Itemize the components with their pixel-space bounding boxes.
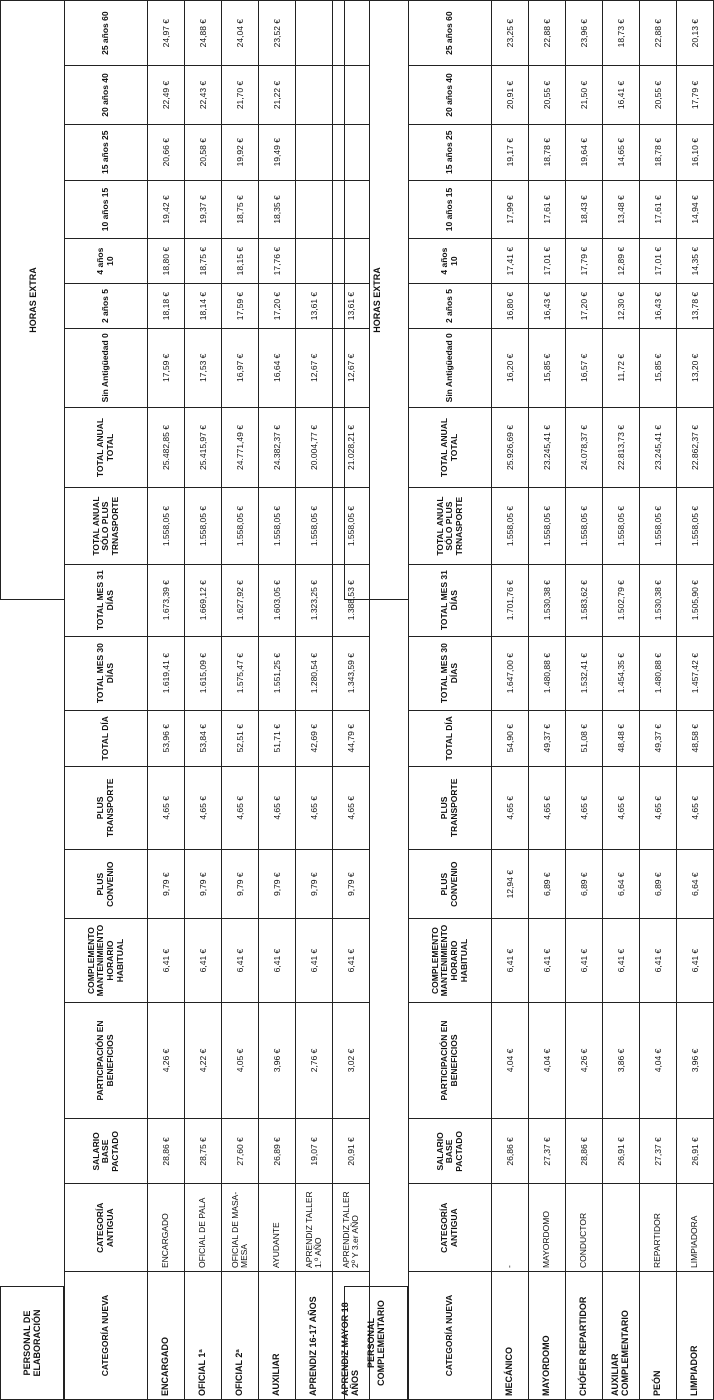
table-cell: 26,91 € <box>603 1119 640 1184</box>
table-cell: 1.551,25 € <box>259 636 296 710</box>
table-cell: 19,92 € <box>222 124 259 180</box>
column-header: COMPLEMENTO MANTENIMIENTO HORARIO HABITUAL <box>65 919 148 1002</box>
table-cell: 9,79 € <box>259 849 296 919</box>
table-cell: 48,48 € <box>603 710 640 766</box>
table-cell: 53,96 € <box>148 710 185 766</box>
column-header: Sin Antigüedad 0 <box>65 328 148 407</box>
table-cell: 25.415,97 € <box>185 407 222 488</box>
table-cell <box>296 180 333 238</box>
table-cell: APRENDIZ MAYOR 18 AÑOS <box>333 1272 370 1400</box>
table-cell: 13,78 € <box>677 284 714 329</box>
table-cell: 24.078,37 € <box>566 407 603 488</box>
table-cell: 19,64 € <box>566 124 603 180</box>
table-cell: 19,17 € <box>492 124 529 180</box>
table-row <box>677 1 714 1400</box>
column-header: PLUS CONVENIO <box>65 849 148 919</box>
column-header: TOTAL ANUAL TOTAL <box>65 407 148 488</box>
table-cell: 12,94 € <box>492 849 529 919</box>
table-cell: 20.004,77 € <box>296 407 333 488</box>
column-header: 25 años 60 <box>409 1 492 66</box>
table-cell: 4,65 € <box>296 766 333 849</box>
table-cell: 4,26 € <box>148 1002 185 1119</box>
table-cell: 13,61 € <box>333 284 370 329</box>
table-cell: 17,59 € <box>148 328 185 407</box>
table-cell: OFICIAL 2ª <box>222 1272 259 1400</box>
table-cell: OFICIAL DE MASA- MESA <box>222 1184 259 1272</box>
table-cell: 17,59 € <box>222 284 259 329</box>
table-cell: 4,65 € <box>529 766 566 849</box>
table-cell: 4,65 € <box>603 766 640 849</box>
table-cell: 17,20 € <box>259 284 296 329</box>
column-header: PLUS TRANSPORTE <box>409 766 492 849</box>
table-cell: 16,43 € <box>529 284 566 329</box>
table-cell: 1.669,12 € <box>185 564 222 636</box>
table-cell: 1.558,05 € <box>492 488 529 564</box>
table-cell: 12,89 € <box>603 239 640 284</box>
table-cell: 48,58 € <box>677 710 714 766</box>
table-cell: 44,79 € <box>333 710 370 766</box>
table-cell: 16,10 € <box>677 124 714 180</box>
table-cell: 14,65 € <box>603 124 640 180</box>
table-cell: 4,05 € <box>222 1002 259 1119</box>
table-cell: 11,72 € <box>603 328 640 407</box>
table-cell: 22,49 € <box>148 66 185 124</box>
table-cell: AYUDANTE <box>259 1184 296 1272</box>
column-header: PARTICIPACIÓN EN BENEFICIOS <box>65 1002 148 1119</box>
table-cell: 21,70 € <box>222 66 259 124</box>
table-cell: 18,14 € <box>185 284 222 329</box>
column-header: 4 años 10 <box>65 239 148 284</box>
table-cell: 28,86 € <box>148 1119 185 1184</box>
table-cell: 1.388,53 € <box>333 564 370 636</box>
table-cell <box>296 239 333 284</box>
table-row <box>529 1 566 1400</box>
column-header: PLUS CONVENIO <box>409 849 492 919</box>
table-cell: 1.603,05 € <box>259 564 296 636</box>
table-cell: 1.558,05 € <box>640 488 677 564</box>
column-header: TOTAL MES 31 DÍAS <box>409 564 492 636</box>
column-header: SALARIO BASE PACTADO <box>409 1119 492 1184</box>
column-header: 10 años 15 <box>65 180 148 238</box>
table-cell: 22,43 € <box>185 66 222 124</box>
table-cell: 6,89 € <box>640 849 677 919</box>
table-cell: 6,41 € <box>296 919 333 1002</box>
table-cell: CHÓFER REPARTIDOR <box>566 1272 603 1400</box>
table-cell: 17,79 € <box>677 66 714 124</box>
header-row <box>65 1 148 1400</box>
table-cell: 16,43 € <box>640 284 677 329</box>
table-cell: 12,67 € <box>333 328 370 407</box>
table-cell: 1.505,90 € <box>677 564 714 636</box>
table-cell: 23,96 € <box>566 1 603 66</box>
column-header: 2 años 5 <box>409 284 492 329</box>
table-cell: 49,37 € <box>529 710 566 766</box>
table-cell: 19,42 € <box>148 180 185 238</box>
table-cell: 28,75 € <box>185 1119 222 1184</box>
table-cell: 6,41 € <box>603 919 640 1002</box>
column-header: TOTAL MES 30 DÍAS <box>65 636 148 710</box>
table-cell: 3,96 € <box>677 1002 714 1119</box>
table-cell: 4,65 € <box>148 766 185 849</box>
column-header: 20 años 40 <box>65 66 148 124</box>
table-cell: 17,53 € <box>185 328 222 407</box>
table-cell: 1.532,41 € <box>566 636 603 710</box>
table-cell: APRENDIZ 16-17 AÑOS <box>296 1272 333 1400</box>
table-cell: APRENDIZ TALLER 1.º AÑO <box>296 1184 333 1272</box>
table-cell: LIMPIADORA <box>677 1184 714 1272</box>
column-header: TOTAL DÍA <box>65 710 148 766</box>
table-row <box>492 1 529 1400</box>
table-cell: 4,65 € <box>566 766 603 849</box>
table-cell: 54,90 € <box>492 710 529 766</box>
table-cell: 16,97 € <box>222 328 259 407</box>
table-cell: REPARTIDOR <box>640 1184 677 1272</box>
table-cell: 24,97 € <box>148 1 185 66</box>
table-cell: 13,20 € <box>677 328 714 407</box>
table-cell: 20,13 € <box>677 1 714 66</box>
column-header: 2 años 5 <box>65 284 148 329</box>
table-cell: OFICIAL 1ª <box>185 1272 222 1400</box>
table-cell: 12,30 € <box>603 284 640 329</box>
column-header: PARTICIPACIÓN EN BENEFICIOS <box>409 1002 492 1119</box>
column-header: CATEGORÍA NUEVA <box>409 1272 492 1400</box>
table-cell: 49,37 € <box>640 710 677 766</box>
table-cell: 17,61 € <box>640 180 677 238</box>
table-row <box>566 1 603 1400</box>
table-cell: MAYORDOMO <box>529 1272 566 1400</box>
table-cell: 4,22 € <box>185 1002 222 1119</box>
column-header: Sin Antigüedad 0 <box>409 328 492 407</box>
table-cell: 17,99 € <box>492 180 529 238</box>
table-cell: 20,58 € <box>185 124 222 180</box>
column-header: TOTAL ANUAL TOTAL <box>409 407 492 488</box>
table-cell: 25.926,69 € <box>492 407 529 488</box>
header-row <box>409 1 492 1400</box>
table-cell: 4,65 € <box>333 766 370 849</box>
group-title: PERSONAL COMPLEMENTARIO <box>344 1286 408 1400</box>
column-header: TOTAL MES 31 DÍAS <box>65 564 148 636</box>
table-cell: 4,04 € <box>492 1002 529 1119</box>
horas-extra-header: HORAS EXTRA <box>344 0 408 600</box>
table-cell: 16,57 € <box>566 328 603 407</box>
table-cell: 9,79 € <box>148 849 185 919</box>
table-cell: - <box>492 1184 529 1272</box>
table-cell: 16,80 € <box>492 284 529 329</box>
table-cell: 17,61 € <box>529 180 566 238</box>
column-header: CATEGORÍA NUEVA <box>65 1272 148 1400</box>
table-cell: 20,55 € <box>640 66 677 124</box>
table-row <box>259 1 296 1400</box>
table-cell: 15,85 € <box>640 328 677 407</box>
column-header: 20 años 40 <box>409 66 492 124</box>
table-cell: 26,91 € <box>677 1119 714 1184</box>
table-cell: 6,41 € <box>185 919 222 1002</box>
table-cell: 9,79 € <box>222 849 259 919</box>
column-header: 25 años 60 <box>65 1 148 66</box>
table-cell: 18,75 € <box>185 239 222 284</box>
column-header: TOTAL MES 30 DÍAS <box>409 636 492 710</box>
table-cell: 1.701,76 € <box>492 564 529 636</box>
table-cell: 18,75 € <box>222 180 259 238</box>
table-cell: 17,41 € <box>492 239 529 284</box>
table-cell: 19,37 € <box>185 180 222 238</box>
column-header: 4 años 10 <box>409 239 492 284</box>
column-header: CATEGORÍA ANTIGUA <box>409 1184 492 1272</box>
table-cell: OFICIAL DE PALA <box>185 1184 222 1272</box>
table-cell: 21,22 € <box>259 66 296 124</box>
table-cell: 27,37 € <box>640 1119 677 1184</box>
table-cell: 21,50 € <box>566 66 603 124</box>
table-cell: 16,41 € <box>603 66 640 124</box>
table-cell: 18,73 € <box>603 1 640 66</box>
table-cell: 18,78 € <box>529 124 566 180</box>
table-cell: 22,88 € <box>640 1 677 66</box>
table-cell: 4,65 € <box>185 766 222 849</box>
table-cell: 6,64 € <box>677 849 714 919</box>
table-cell: 1.530,38 € <box>529 564 566 636</box>
table-cell: 1.673,39 € <box>148 564 185 636</box>
panel-personal-complementario <box>344 0 700 1400</box>
table-cell: 23.245,41 € <box>640 407 677 488</box>
table-cell: 1.558,05 € <box>333 488 370 564</box>
table-cell: 6,41 € <box>566 919 603 1002</box>
table-cell: 9,79 € <box>333 849 370 919</box>
table-cell: 1.454,35 € <box>603 636 640 710</box>
column-header: 10 años 15 <box>409 180 492 238</box>
table-cell: 20,91 € <box>333 1119 370 1184</box>
table-cell: 19,49 € <box>259 124 296 180</box>
table-cell: 6,41 € <box>529 919 566 1002</box>
table-cell: 1.457,42 € <box>677 636 714 710</box>
table-cell: 24,88 € <box>185 1 222 66</box>
table-cell <box>296 124 333 180</box>
table-cell: 16,20 € <box>492 328 529 407</box>
table-cell: 51,08 € <box>566 710 603 766</box>
table-cell: 20,55 € <box>529 66 566 124</box>
column-header: CATEGORÍA ANTIGUA <box>65 1184 148 1272</box>
table-cell: 18,43 € <box>566 180 603 238</box>
table-cell: 24,04 € <box>222 1 259 66</box>
table-cell <box>603 1184 640 1272</box>
table-row <box>640 1 677 1400</box>
table-cell: AUXILIAR COMPLEMENTARIO <box>603 1272 640 1400</box>
table-cell: 4,65 € <box>640 766 677 849</box>
table-cell: 1.575,47 € <box>222 636 259 710</box>
table-cell: 22,88 € <box>529 1 566 66</box>
table-cell: 1.615,09 € <box>185 636 222 710</box>
table-cell: 53,84 € <box>185 710 222 766</box>
table-cell: 14,94 € <box>677 180 714 238</box>
table-cell: 18,78 € <box>640 124 677 180</box>
table-cell: 4,04 € <box>640 1002 677 1119</box>
table-cell: APRENDIZ TALLER 2º Y 3.er AÑO <box>333 1184 370 1272</box>
table-cell: 4,65 € <box>222 766 259 849</box>
table-cell: 3,96 € <box>259 1002 296 1119</box>
table-cell: ENCARGADO <box>148 1184 185 1272</box>
table-cell: 1.558,05 € <box>148 488 185 564</box>
column-header: SALARIO BASE PACTADO <box>65 1119 148 1184</box>
column-header: TOTAL ANUAL SÓLO PLUS TRNASPORTE <box>409 488 492 564</box>
table-cell: 1.558,05 € <box>222 488 259 564</box>
table-cell: 21.028,21 € <box>333 407 370 488</box>
table-cell: 22.862,37 € <box>677 407 714 488</box>
table-cell: 27,37 € <box>529 1119 566 1184</box>
table-cell: LIMPIADOR <box>677 1272 714 1400</box>
table-cell: 15,85 € <box>529 328 566 407</box>
table-cell: 20,66 € <box>148 124 185 180</box>
table-cell: AUXILIAR <box>259 1272 296 1400</box>
group-title: PERSONAL DE ELABORACIÓN <box>0 1286 64 1400</box>
table-cell: 3,86 € <box>603 1002 640 1119</box>
table-cell: CONDUCTOR <box>566 1184 603 1272</box>
table-cell: 1.323,25 € <box>296 564 333 636</box>
table-cell: 4,26 € <box>566 1002 603 1119</box>
table-cell: 24.771,49 € <box>222 407 259 488</box>
table-cell: 1.480,88 € <box>529 636 566 710</box>
table-cell: PEÓN <box>640 1272 677 1400</box>
table-cell: 17,76 € <box>259 239 296 284</box>
table-cell: 1.343,59 € <box>333 636 370 710</box>
table-cell: 6,89 € <box>566 849 603 919</box>
table-cell: 23.245,41 € <box>529 407 566 488</box>
table-cell: 6,41 € <box>677 919 714 1002</box>
table-cell: 17,20 € <box>566 284 603 329</box>
column-header: 15 años 25 <box>65 124 148 180</box>
column-header: COMPLEMENTO MANTENIMIENTO HORARIO HABITUAL <box>409 919 492 1002</box>
table-cell: 17,01 € <box>529 239 566 284</box>
table-cell: 27,60 € <box>222 1119 259 1184</box>
table-row <box>185 1 222 1400</box>
table-cell: 23,52 € <box>259 1 296 66</box>
table-cell: 6,41 € <box>333 919 370 1002</box>
table-cell: 18,35 € <box>259 180 296 238</box>
table-cell: 24.382,37 € <box>259 407 296 488</box>
table-cell: 6,41 € <box>640 919 677 1002</box>
column-header: TOTAL DÍA <box>409 710 492 766</box>
table-cell: 6,41 € <box>148 919 185 1002</box>
table-cell: 4,04 € <box>529 1002 566 1119</box>
table-cell: 1.480,88 € <box>640 636 677 710</box>
table-cell: 23,25 € <box>492 1 529 66</box>
table-cell: 20,91 € <box>492 66 529 124</box>
table-cell: 1.558,05 € <box>603 488 640 564</box>
table-cell: 42,69 € <box>296 710 333 766</box>
table-cell: 17,01 € <box>640 239 677 284</box>
table-cell: 6,41 € <box>222 919 259 1002</box>
table-cell: 1.647,00 € <box>492 636 529 710</box>
column-header: PLUS TRANSPORTE <box>65 766 148 849</box>
table-row <box>296 1 333 1400</box>
salary-table <box>64 0 370 1400</box>
table-cell: 18,80 € <box>148 239 185 284</box>
table-row <box>222 1 259 1400</box>
table-row <box>148 1 185 1400</box>
table-cell: 1.280,54 € <box>296 636 333 710</box>
table-cell: 17,79 € <box>566 239 603 284</box>
table-cell: 1.530,38 € <box>640 564 677 636</box>
table-cell: 18,15 € <box>222 239 259 284</box>
table-cell: 22.813,73 € <box>603 407 640 488</box>
table-cell: 2,76 € <box>296 1002 333 1119</box>
table-cell: 51,71 € <box>259 710 296 766</box>
table-cell <box>296 1 333 66</box>
table-cell: 6,41 € <box>259 919 296 1002</box>
table-cell: 3,02 € <box>333 1002 370 1119</box>
table-cell: MAYORDOMO <box>529 1184 566 1272</box>
table-cell: 4,65 € <box>259 766 296 849</box>
table-cell: 52,51 € <box>222 710 259 766</box>
salary-table <box>408 0 714 1400</box>
table-cell: 4,65 € <box>677 766 714 849</box>
table-cell: 25.482,85 € <box>148 407 185 488</box>
table-cell: 1.558,05 € <box>566 488 603 564</box>
table-row <box>603 1 640 1400</box>
table-cell: 19,07 € <box>296 1119 333 1184</box>
table-cell: 9,79 € <box>185 849 222 919</box>
table-cell: 1.558,05 € <box>677 488 714 564</box>
table-cell: 16,64 € <box>259 328 296 407</box>
table-cell: 18,18 € <box>148 284 185 329</box>
table-cell: 1.558,05 € <box>296 488 333 564</box>
column-header: TOTAL ANUAL SÓLO PLUS TRNASPORTE <box>65 488 148 564</box>
table-cell: 13,48 € <box>603 180 640 238</box>
table-cell: 12,67 € <box>296 328 333 407</box>
table-cell: MECÁNICO <box>492 1272 529 1400</box>
table-cell: 1.627,92 € <box>222 564 259 636</box>
table-cell: 26,89 € <box>259 1119 296 1184</box>
table-cell: 6,41 € <box>492 919 529 1002</box>
table-cell: ENCARGADO <box>148 1272 185 1400</box>
table-cell: 28,86 € <box>566 1119 603 1184</box>
table-cell: 6,89 € <box>529 849 566 919</box>
table-cell: 1.558,05 € <box>185 488 222 564</box>
table-cell: 1.558,05 € <box>529 488 566 564</box>
table-cell: 1.619,41 € <box>148 636 185 710</box>
table-cell: 14,35 € <box>677 239 714 284</box>
horas-extra-header: HORAS EXTRA <box>0 0 64 600</box>
table-cell: 1.583,62 € <box>566 564 603 636</box>
table-cell: 13,61 € <box>296 284 333 329</box>
table-cell: 4,65 € <box>492 766 529 849</box>
table-cell: 9,79 € <box>296 849 333 919</box>
table-cell: 6,64 € <box>603 849 640 919</box>
table-cell: 26,86 € <box>492 1119 529 1184</box>
table-cell <box>296 66 333 124</box>
table-cell: 1.558,05 € <box>259 488 296 564</box>
column-header: 15 años 25 <box>409 124 492 180</box>
table-cell: 1.502,79 € <box>603 564 640 636</box>
